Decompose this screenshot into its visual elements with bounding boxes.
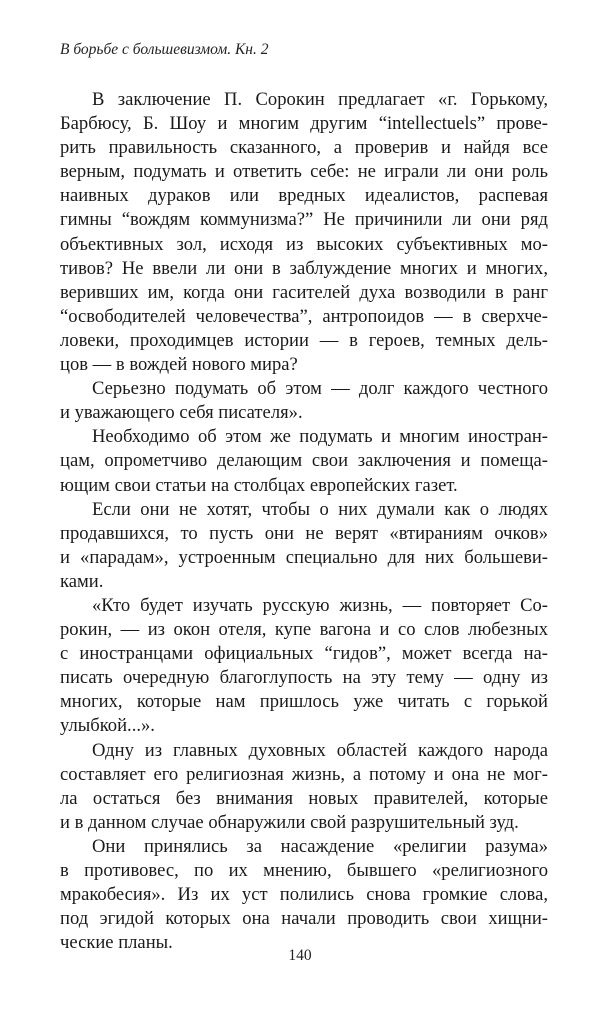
text-line: писать очередную благоглупость на эту тему — одну из <box>60 667 548 689</box>
running-head: В борьбе с большевизмом. Кн. 2 <box>60 41 269 58</box>
paragraph <box>60 498 548 594</box>
text-line: ческие планы. <box>60 932 173 954</box>
page-number: 140 <box>288 947 312 964</box>
paragraph <box>60 377 548 425</box>
text-line: цов — в вождей нового мира? <box>60 354 298 376</box>
text-line: улыбкой...». <box>60 715 155 737</box>
text-line: многих, которые нам пришлось уже читать с горькой <box>60 691 548 713</box>
text-line: рокин, — из окон отеля, купе вагона и со слов любезных <box>60 619 548 641</box>
text-line: и уважающего себя писателя». <box>60 402 303 424</box>
text-line: рить правильность сказанного, а проверив и найдя все <box>60 137 548 159</box>
text-line: верным, подумать и ответить себе: не играли ли они роль <box>60 161 548 183</box>
text-line: в противовес, по их мнению, бывшего «религиозного <box>60 860 548 881</box>
text-line: В заключение П. Сорокин предлагает «г. Горькому, <box>92 89 548 110</box>
text-line: мракобесия». Из их уст полились снова громкие слова, <box>60 884 548 906</box>
text-line: цам, опрометчиво делающим свои заключения и помеща- <box>60 450 548 472</box>
body-text <box>60 88 548 955</box>
text-line: под эгидой которых она начали проводить свои хищни- <box>60 908 548 930</box>
text-line: с иностранцами официальных “гидов”, может всегда на- <box>60 643 548 665</box>
paragraph <box>60 835 548 955</box>
paragraph <box>60 88 548 377</box>
text-line: ющим свои статьи на столбцах европейских газет. <box>60 474 458 496</box>
text-line: ловеки, проходимцев истории — в героев, темных дель- <box>60 329 548 351</box>
paragraph <box>60 594 548 739</box>
paragraph <box>60 739 548 835</box>
paragraph <box>60 425 548 497</box>
text-line: Необходимо об этом же подумать и многим иностран- <box>92 426 548 448</box>
text-line: тивов? Не ввели ли они в заблуждение многих и многих, <box>60 257 548 279</box>
text-line: Если они не хотят, чтобы о них думали как о людях <box>92 498 548 520</box>
text-line: “освободителей человечества”, антропоидов — в сверхче- <box>60 305 548 327</box>
text-line: Они принялись за насаждение «религии разума» <box>92 835 548 857</box>
text-line: продавшихся, то пусть они не верят «втираниям очков» <box>60 522 548 544</box>
text-line: объективных зол, исходя из высоких субъективных мо- <box>60 233 548 255</box>
text-line: Барбюсу, Б. Шоу и многим другим “intellectuels” прове- <box>60 113 548 135</box>
text-line: «Кто будет изучать русскую жизнь, — повторяет Со- <box>92 594 548 616</box>
text-line: Серьезно подумать об этом — долг каждого честного <box>92 378 548 400</box>
text-line: гимны “вождям коммунизма?” Не причинили ли они ряд <box>60 209 548 231</box>
text-line: составляет его религиозная жизнь, а потому и она не мог- <box>60 763 548 785</box>
text-line: и в данном случае обнаружили свой разрушительный зуд. <box>60 811 519 833</box>
text-line: ла остаться без внимания новых правителей, которые <box>60 787 548 809</box>
text-line: Одну из главных духовных областей каждого народа <box>92 739 548 761</box>
text-line: ками. <box>60 570 104 592</box>
text-line: наивных дураков или вредных идеалистов, распевая <box>60 185 548 207</box>
text-line: веривших им, когда они гасителей духа возводили в ранг <box>60 281 548 303</box>
text-line: и «парадам», устроенным специально для них большеви- <box>60 546 548 568</box>
